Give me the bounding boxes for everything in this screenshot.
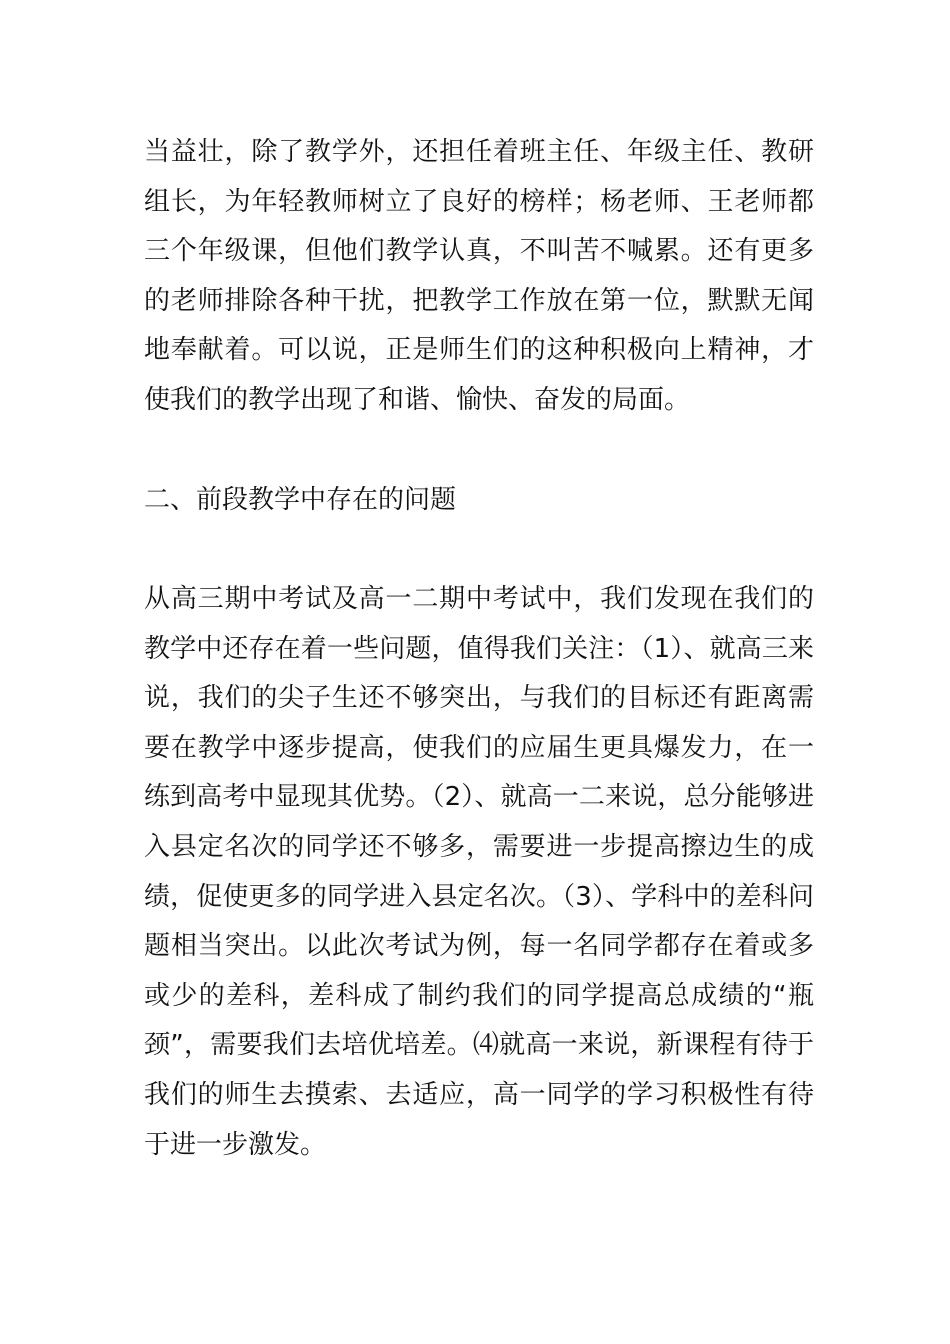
body-paragraph: 从高三期中考试及高一二期中考试中，我们发现在我们的教学中还存在着一些问题，值得我们关注：（1）、就高三来说，我们的尖子生还不够突出，与我们的目标还有距离需要在教学中逐步提高，使我们的应届生更具爆发力，在一练到高考中显现其优势。（2）、就高一二来说，总分能够进入县定名次的同学还不够多，需要进一步提高擦边生的成绩，促使更多的同学进入县定名次。（3）、学科中的差科问题相当突出。以此次考试为例，每一名同学都存在着或多或少的差科，差科成了制约我们的同学提高总成绩的“瓶颈”，需要我们去培优培差。⑷就高一来说，新课程有待于我们的师生去摸索、去适应，高一同学的学习积极性有待于进一步激发。 <box>144 584 814 1160</box>
section-heading: 二、前段教学中存在的问题 <box>144 485 457 515</box>
body-paragraph: 当益壮，除了教学外，还担任着班主任、年级主任、教研组长，为年轻教师树立了良好的榜样；杨老师、王老师都三个年级课，但他们教学认真，不叫苦不喊累。还有更多的老师排除各种干扰，把教学工作放在第一位，默默无闻地奉献着。可以说，正是师生们的这种积极向上精神，才使我们的教学出现了和谐、愉快、奋发的局面。 <box>144 137 814 415</box>
